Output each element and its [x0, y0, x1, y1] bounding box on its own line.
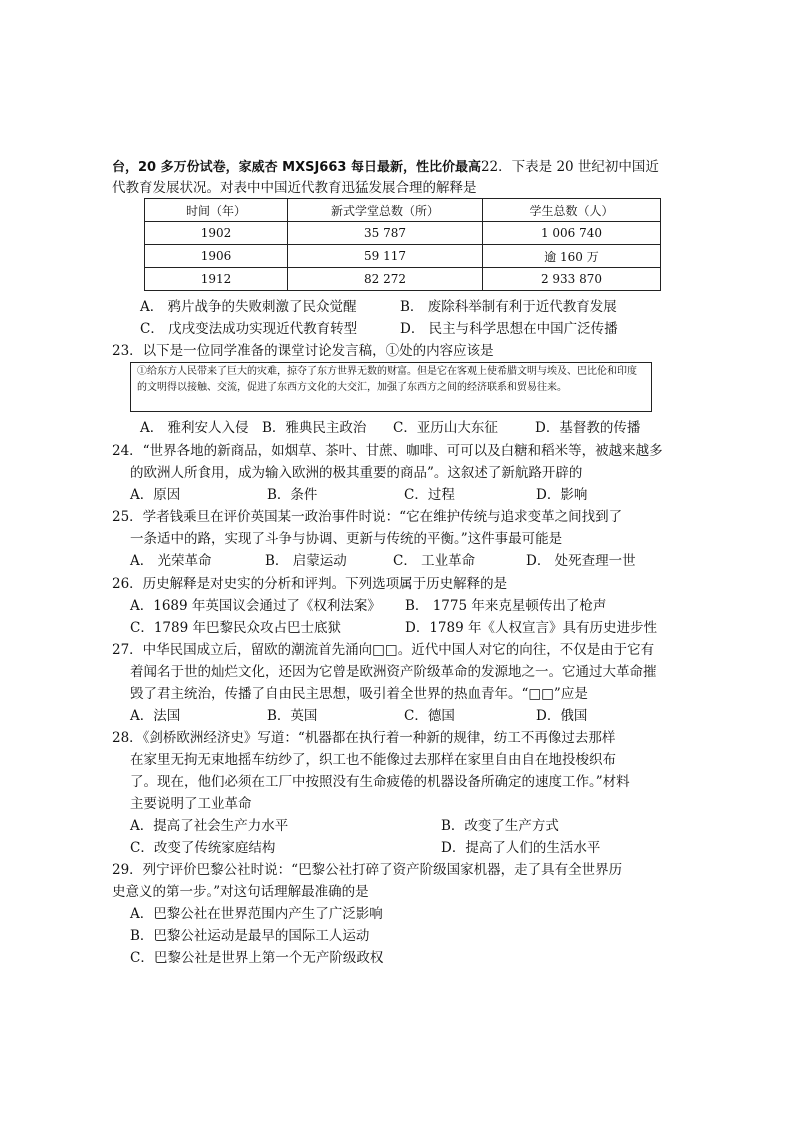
q28-line2: 在家里无拘无束地摇车纺纱了，织工也不能像过去那样在家里自由自在地投梭织布	[130, 752, 616, 768]
table-cell: 逾 160 万	[483, 245, 661, 268]
q24-option-c[interactable]: C．过程	[404, 487, 455, 503]
table-cell: 35 787	[288, 222, 483, 245]
q23-option-a[interactable]: A． 雅利安人入侵	[140, 420, 249, 436]
table-cell: 1912	[145, 268, 288, 291]
q27-line3: 毁了君主统治，传播了自由民主思想，吸引着全世界的热血青年。“□□”应是	[130, 686, 588, 702]
q24-line1: 24．“世界各地的新商品，如烟草、茶叶、甘蔗、咖啡、可可以及白糖和稻米等，被越来越多	[112, 443, 663, 459]
q27-line1: 27．中华民国成立后，留欧的潮流首先涌向□□。近代中国人对它的向往，不仅是由于它有	[112, 642, 655, 658]
table-cell: 82 272	[288, 268, 483, 291]
q25-option-d[interactable]: D． 处死查理一世	[526, 553, 636, 569]
q25-line1: 25．学者钱乘旦在评价英国某一政治事件时说：“它在维护传统与追求变革之间找到了	[112, 509, 623, 525]
q24-line2: 的欧洲人所食用，成为输入欧洲的极其重要的商品”。这叙述了新航路开辟的	[130, 465, 583, 481]
table-header: 时间（年）	[145, 199, 288, 222]
q26-option-b[interactable]: B． 1775 年来克星顿传出了枪声	[405, 598, 607, 614]
q26-option-d[interactable]: D．1789 年《人权宣言》具有历史进步性	[405, 620, 657, 636]
q29-line2: 史意义的第一步。”对这句话理解最准确的是	[112, 884, 369, 900]
q28-option-d[interactable]: D．提高了人们的生活水平	[441, 840, 601, 856]
table-header: 新式学堂总数（所）	[288, 199, 483, 222]
table-header-row	[145, 199, 661, 222]
q28-line1: 28．《剑桥欧洲经济史》写道：“机器都在执行着一种新的规律，纺工不再像过去那样	[112, 730, 616, 746]
q25-option-b[interactable]: B． 启蒙运动	[265, 553, 347, 569]
q27-option-a[interactable]: A．法国	[130, 708, 181, 724]
q25-option-a[interactable]: A． 光荣革命	[130, 553, 212, 569]
q22-option-d[interactable]: D． 民主与科学思想在中国广泛传播	[400, 321, 618, 337]
q27-option-c[interactable]: C．德国	[404, 708, 455, 724]
table-cell: 59 117	[288, 245, 483, 268]
q27-option-d[interactable]: D．俄国	[536, 708, 588, 724]
table-cell: 1 006 740	[483, 222, 661, 245]
q26-option-a[interactable]: A．1689 年英国议会通过了《权利法案》	[130, 598, 381, 614]
q22-option-b[interactable]: B． 废除科举制有利于近代教育发展	[400, 299, 617, 315]
q27-option-b[interactable]: B．英国	[267, 708, 318, 724]
q28-line3: 了。现在，他们必须在工厂中按照没有生命疲倦的机器设备所确定的速度工作。”材料	[130, 774, 630, 790]
q29-option-c[interactable]: C．巴黎公社是世界上第一个无产阶级政权	[130, 950, 384, 966]
q23-quote-box: ①给东方人民带来了巨大的灾难，掠夺了东方世界无数的财富。但是它在客观上使希腊文明与埃及、巴比伦和印度的文明得以接触、交流，促进了东西方文化的大交汇，加强了东西方之间的经济联系和贸易往来。	[130, 362, 652, 412]
q29-option-b[interactable]: B．巴黎公社运动是最早的国际工人运动	[130, 928, 370, 944]
q23-option-b[interactable]: B．雅典民主政治	[262, 420, 367, 436]
q24-option-b[interactable]: B．条件	[267, 487, 318, 503]
q24-option-d[interactable]: D．影响	[536, 487, 588, 503]
q22-line1	[112, 157, 659, 178]
q29-option-a[interactable]: A．巴黎公社在世界范围内产生了广泛影响	[130, 906, 383, 922]
q24-option-a[interactable]: A．原因	[130, 487, 181, 503]
q28-option-c[interactable]: C．改变了传统家庭结构	[130, 840, 276, 856]
table-row	[145, 222, 661, 245]
table-cell: 2 933 870	[483, 268, 661, 291]
ad-text: 台，20 多万份试卷，家威杏 MXSJ663 每日最新，性比价最高	[112, 160, 481, 175]
table-header: 学生总数（人）	[483, 199, 661, 222]
table-row	[145, 245, 661, 268]
q22-stem-start: 22．下表是 20 世纪初中国近	[480, 159, 659, 175]
q28-option-b[interactable]: B．改变了生产方式	[441, 818, 559, 834]
table-row	[145, 268, 661, 291]
q23-option-d[interactable]: D．基督教的传播	[535, 420, 641, 436]
q25-line2: 一条适中的路，实现了斗争与协调、更新与传统的平衡。”这件事最可能是	[130, 531, 563, 547]
q23-stem: 23．以下是一位同学准备的课堂讨论发言稿，①处的内容应该是	[112, 343, 494, 359]
q23-option-c[interactable]: C．亚历山大东征	[393, 420, 498, 436]
table-cell: 1902	[145, 222, 288, 245]
q28-line4: 主要说明了工业革命	[130, 796, 252, 812]
education-table	[144, 198, 661, 291]
q22-line2: 代教育发展状况。对表中中国近代教育迅猛发展合理的解释是	[112, 180, 477, 196]
q22-option-a[interactable]: A． 鸦片战争的失败刺激了民众觉醒	[140, 299, 357, 315]
q29-line1: 29．列宁评价巴黎公社时说：“巴黎公社打碎了资产阶级国家机器，走了具有全世界历	[112, 862, 623, 878]
q28-option-a[interactable]: A．提高了社会生产力水平	[130, 818, 289, 834]
q27-line2: 着闻名于世的灿烂文化，还因为它曾是欧洲资产阶级革命的发源地之一。它通过大革命摧	[130, 664, 657, 680]
q22-option-c[interactable]: C． 戊戌变法成功实现近代教育转型	[140, 321, 358, 337]
q25-option-c[interactable]: C． 工业革命	[393, 553, 476, 569]
q26-option-c[interactable]: C．1789 年巴黎民众攻占巴士底狱	[130, 620, 341, 636]
q26-stem: 26．历史解释是对史实的分析和评判。下列选项属于历史解释的是	[112, 576, 508, 592]
table-cell: 1906	[145, 245, 288, 268]
